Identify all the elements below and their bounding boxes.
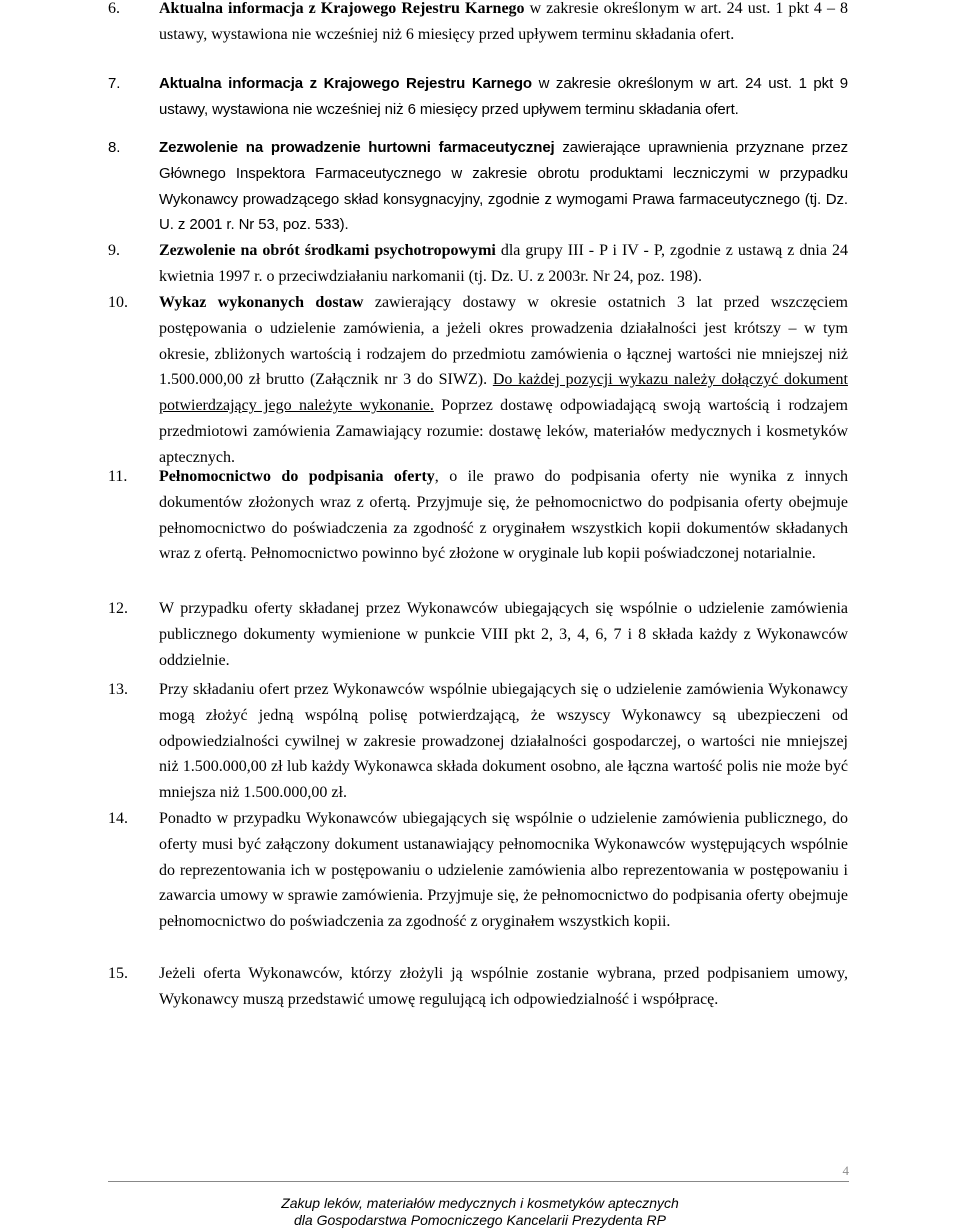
item-text: dla grupy III - P i IV - P, zgodnie z ustawą z dnia 24 kwietnia 1997 r. o przeciwdziałaniu narkomanii (tj. Dz. U. z 2003r. Nr 24, poz. 198). bbox=[159, 242, 849, 285]
list-item-13 bbox=[108, 677, 848, 806]
footer-line-2: dla Gospodarstwa Pomocniczego Kancelarii Prezydenta RP bbox=[294, 1212, 666, 1228]
list-item-7 bbox=[108, 71, 848, 123]
item-text: W przypadku oferty składanej przez Wykonawców ubiegających się wspólnie o udzielenie zamówienia publicznego dokumenty wymienione w punkcie VIII pkt 2, 3, 4, 6, 7 i 8 składa każdy z Wykonawców oddzielnie. bbox=[159, 600, 848, 669]
list-item-15 bbox=[108, 961, 848, 1013]
item-text: zawierające uprawnienia przyznane przez Głównego Inspektora Farmaceutycznego w zakresie obrotu produktami leczniczymi w przypadku Wykonawcy prowadzącego skład konsygnacyjny, zgodnie z wymogami Prawa farmaceutycznego (tj. Dz. U. z 2001 r. Nr 53, poz. 533). bbox=[159, 139, 848, 234]
item-text: , o ile prawo do podpisania oferty nie wynika z innych dokumentów złożonych wraz z ofertą. Przyjmuje się, że pełnomocnictwo do podpisania oferty obejmuje pełnomocnictwo do poświadczenia za zgodność z oryginałem wszystkich kopii dokumentów składanych wraz z ofertą. Pełnomocnictwo powinno być złożone w oryginale lub kopii poświadczonej notarialnie. bbox=[159, 468, 849, 563]
item-heading: Zezwolenie na prowadzenie hurtowni farmaceutycznej bbox=[159, 139, 555, 156]
item-text: Przy składaniu ofert przez Wykonawców wspólnie ubiegających się o udzielenie zamówienia Wykonawcy mogą złożyć jedną wspólną polisę potwierdzającą, że wszyscy Wykonawcy są ubezpieczeni od odpowiedzialności cywilnej w zakresie prowadzonej działalności gospodarczej, o wartości nie mniejszej niż 1.500.000,00 zł lub każdy Wykonawca składa dokument osobno, ale łączna wartość polis nie może być mniejsza niż 1.500.000,00 zł. bbox=[159, 681, 848, 802]
item-text: Jeżeli oferta Wykonawców, którzy złożyli ją wspólnie zostanie wybrana, przed podpisaniem umowy, Wykonawcy muszą przedstawić umowę regulującą ich odpowiedzialność i współpracę. bbox=[159, 965, 848, 1008]
item-number: 7. bbox=[108, 75, 121, 92]
page-number: 4 bbox=[842, 1163, 849, 1178]
item-number: 14. bbox=[108, 810, 128, 827]
item-text: zawierający dostawy w okresie ostatnich 3 lat przed wszczęciem postępowania o udzielenie zamówienia, a jeżeli okres prowadzenia działalności jest krótszy – w tym okresie, zbliżonych wartością i rodzajem do przedmiotu zamówienia o łącznej wartości nie mniejszej niż 1.500.000,00 zł brutto (Załącznik nr 3 do SIWZ). bbox=[159, 294, 848, 389]
list-item-11 bbox=[108, 464, 848, 567]
item-number: 8. bbox=[108, 139, 121, 156]
item-heading: Aktualna informacja z Krajowego Rejestru Karnego bbox=[159, 75, 532, 92]
list-item-10 bbox=[108, 290, 848, 471]
item-heading: Zezwolenie na obrót środkami psychotropowymi bbox=[159, 242, 496, 259]
item-text-tail: Poprzez dostawę odpowiadającą swoją wartością i rodzajem przedmiotowi zamówienia Zamawiający rozumie: dostawę leków, materiałów medycznych i kosmetyków aptecznych. bbox=[159, 397, 848, 466]
list-item-9 bbox=[108, 238, 848, 290]
item-heading: Aktualna informacja z Krajowego Rejestru Karnego bbox=[159, 0, 525, 17]
item-heading: Pełnomocnictwo do podpisania oferty bbox=[159, 468, 435, 485]
list-item-14 bbox=[108, 806, 848, 935]
item-number: 15. bbox=[108, 965, 128, 982]
item-number: 12. bbox=[108, 600, 128, 617]
item-text: Ponadto w przypadku Wykonawców ubiegających się wspólnie o udzielenie zamówienia publicznego, do oferty musi być załączony dokument ustanawiający pełnomocnika Wykonawców występujących wspólnie do reprezentowania ich w postępowaniu o udzielenie zamówienia albo reprezentowania w postępowaniu i zawarcia umowy w sprawie zamówienia. Przyjmuje się, że pełnomocnictwo do podpisania oferty obejmuje pełnomocnictwo do poświadczenia za zgodność z oryginałem wszystkich kopii. bbox=[159, 810, 848, 931]
item-number: 6. bbox=[108, 0, 120, 17]
item-text: w zakresie określonym w art. 24 ust. 1 pkt 4 – 8 ustawy, wystawiona nie wcześniej niż 6 miesięcy przed upływem terminu składania ofert. bbox=[159, 0, 848, 43]
page-footer bbox=[0, 1195, 960, 1229]
footer-divider bbox=[108, 1181, 849, 1182]
list-item-6 bbox=[108, 0, 848, 48]
list-item-8 bbox=[108, 135, 848, 238]
item-number: 11. bbox=[108, 468, 128, 485]
item-number: 10. bbox=[108, 294, 128, 311]
list-item-12 bbox=[108, 596, 848, 673]
item-number: 13. bbox=[108, 681, 128, 698]
underlined-requirement: Do każdej pozycji wykazu należy dołączyć dokument potwierdzający jego należyte wykonanie. bbox=[159, 371, 849, 415]
item-number: 9. bbox=[108, 242, 120, 259]
item-heading: Wykaz wykonanych dostaw bbox=[159, 294, 364, 311]
item-text: w zakresie określonym w art. 24 ust. 1 pkt 9 ustawy, wystawiona nie wcześniej niż 6 miesięcy przed upływem terminu składania ofert. bbox=[159, 75, 848, 118]
footer-line-1: Zakup leków, materiałów medycznych i kosmetyków aptecznych bbox=[281, 1195, 679, 1211]
